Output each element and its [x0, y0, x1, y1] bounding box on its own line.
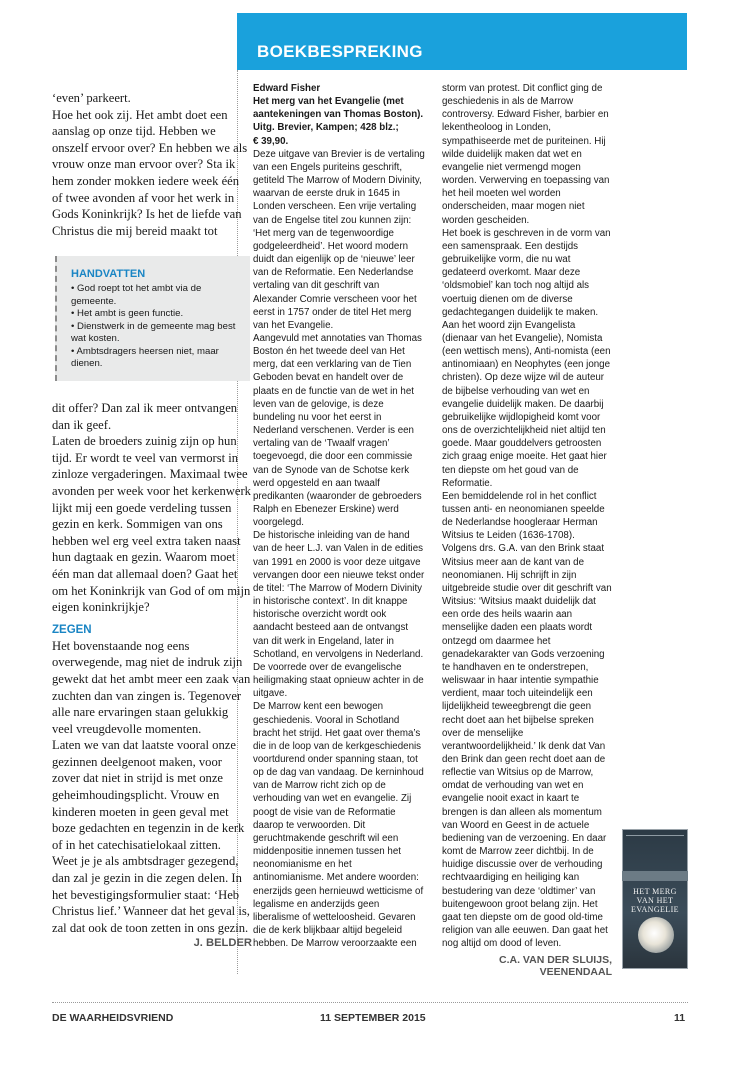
footer-date: 11 SEPTEMBER 2015 — [320, 1012, 426, 1024]
book-publisher: Uitg. Brevier, Kampen; 428 blz.; — [253, 122, 399, 134]
paragraph: Het boek is geschreven in de vorm van een samenspraak. Een destijds gebruikelijke vorm, die nu wat gedateerd overkomt. Maar deze ‘oldsmobiel’ kan toch nog altijd als voertuig dienen om de diverse gedachtegangen duidelijk te maken. Aan het woord zijn Evangelista (dienaar van het Evangelie), Nomista (een wettisch mens), Anti-nomista (een antinomiaan) en Neophytes (een jonge christen). Op deze wijze wil de auteur de bijbelse verhouding van wet en evangelie duidelijk maken. De daarbij gebruikelijke wijdlopigheid komt voor ons de overzichtelijkheid niet altijd ten goede. Maar gouddelvers getroosten zich graag enige moeite. Het gaat hier ten diepste om het goud van de Reformatie. — [442, 227, 611, 489]
reviewer-signature: C.A. VAN DER SLUIJS, VEENENDAAL — [499, 954, 612, 979]
book-cover-image — [622, 829, 688, 969]
paragraph: Aangevuld met annotaties van Thomas Boston én het tweede deel van Het merg, dat een verklaring van de Tien Geboden bevat en handelt over de plaats en de functie van de wet in het leven van de gelovige, is deze bundeling nu voor het eerst in Nederland verschenen. Verder is een vertaling van de ‘Twaalf vragen’ toegevoegd, die door een commissie van de Synode van de Schotse kerk werd opgesteld en aan twaalf predikanten (waaronder de gebroeders Ralph en Ebenezer Erskine) werd voorgelegd. — [253, 332, 422, 529]
paragraph: storm van protest. Dit conflict ging de geschiedenis in als de Marrow controversy. Edward Fisher, barbier en lekentheoloog in Londen, sympathiseerde met de puriteinen. Hij wilde duidelijk maken dat wet en evangelie niet vermengd mogen worden. Verwerving en toepassing van het heil moeten wel worden onderscheiden, maar mogen niet worden gescheiden. — [442, 83, 610, 226]
cover-band — [622, 871, 688, 881]
review-column-2 — [442, 82, 612, 978]
author-signature: J. BELDER — [193, 937, 252, 950]
paragraph: Een bemiddelende rol in het conflict tussen anti- en neonomianen speelde de Nederlandse hoogleraar Herman Witsius te Leiden (1636-1708). Volgens drs. G.A. van den Brink staat Witsius meer aan de kant van de neonomianen. Hij schrijft in zijn uitgebreide studie over dit geschrift van Witsius: ‘Witsius maakt duidelijk dat een orde des heils waarin aan menselijke daden een plaats wordt ontzegd om daarmee het genadekarakter van Gods verzoening te handhaven en te onderstrepen, weliswaar in haar intentie sympathie verdient, maar toch uiteindelijk een lijdelijkheid teweegbrengt die geen recht doet aan het bijbelse spreken over de menselijke verantwoordelijkheid.’ Ik denk dat Van den Brink dan geen recht doet aan de reflectie van Witsius op de Marrow, omdat de verhouding van wet en evangelie nooit exact in kaart te brengen is dan alleen als momentum van Woord en Geest in de actuele bediening van de verzoening. En daar komt de Marrow zeer dichtbij. In de huidige discussie over de verhouding rechtvaardiging en heiliging kan bestudering van deze ‘oldtimer’ van buitengewoon groot belang zijn. Het gaat ten diepste om de good old-time religion van alle eeuwen. Dan gaat het nog altijd om dood of leven. — [442, 490, 612, 950]
paragraph: Het bovenstaande nog eens overwegende, mag niet de indruk zijn gewekt dat het ambt meer een zaak van zuchten dan van zingen is. Tegenover alle nare ervaringen staan gelukkig veel vreugdevolle momenten. — [52, 638, 251, 736]
section-title: BOEKBESPREKING — [257, 42, 423, 61]
handvatten-title: HANDVATTEN — [71, 268, 146, 280]
cover-title: HET MERG VAN HET EVANGELIE — [631, 887, 679, 914]
column-1-top — [52, 90, 252, 239]
column-1-bottom — [52, 400, 252, 949]
review-column-1 — [253, 82, 425, 950]
paragraph: Hoe het ook zij. Het ambt doet een aanslag op onze tijd. Hebben we onszelf ervoor over? En hebben we als vrouw onze man ervoor over? Sta ik hem zonder mokken iedere week één of twee avonden af voor het werk in Gods Koninkrijk? Is het de liefde van Christus die mij bereid maakt tot — [52, 107, 248, 238]
paragraph: dit offer? Dan zal ik meer ontvangen dan ik geef. — [52, 401, 238, 432]
footer-publication: DE WAARHEIDSVRIEND — [52, 1012, 174, 1024]
cover-decoration — [626, 835, 684, 844]
page-number: 11 — [674, 1012, 686, 1024]
flower-icon — [638, 917, 674, 953]
paragraph: ‘even’ parkeert. — [52, 91, 131, 105]
handvatten-item: • Het ambt is geen functie. — [71, 308, 184, 319]
book-title: Het merg van het Evangelie (met aantekeningen van Thomas Boston). — [253, 96, 424, 121]
paragraph: Laten we van dat laatste vooral onze gezinnen deelgenoot maken, voor zover dat niet in strijd is met onze geheimhoudingsplicht. Vrouw en kinderen moeten in geen geval met boze gedachten en tegenzin in de kerk of in het catechisatielokaal zitten. — [52, 738, 245, 852]
paragraph: De historische inleiding van de hand van de heer L.J. van Valen in de edities van 1991 en 2000 is voor deze uitgave vervangen door een nieuwe tekst onder de titel: ‘The Marrow of Modern Divinity in historische context’. In dit knappe historische overzicht wordt ook aandacht besteed aan de ontvangst van dit werk in Engeland, later in Schotland, en vervolgens in Nederland. De voorrede over de evangelische heiligmaking staat opnieuw achter in de uitgave. — [253, 530, 425, 700]
paragraph: Weet je je als ambtsdrager gezegend, dan zal je gezin in die zegen delen. In het bevestigingsformulier staat: ‘Heb Christus lief.’ Wanneer dat het geval is, zal dat ook de toon zetten in ons gezin. — [52, 854, 250, 935]
handvatten-item: • Dienstwerk in de gemeente mag best wat kosten. — [71, 320, 236, 344]
book-price: € 39,90. — [253, 135, 289, 147]
handvatten-item: • God roept tot het ambt via de gemeente. — [71, 283, 202, 307]
handvatten-item: • Ambtsdragers heersen niet, maar dienen. — [71, 345, 219, 369]
paragraph: Deze uitgave van Brevier is de vertaling van een Engels puriteins geschrift, getiteld The Marrow of Modern Divinity, waarvan de eerste druk in 1645 in Londen verscheen. Een vrije vertaling van de Engelse titel zou kunnen zijn: ‘Het merg van de tegenwoordige godgeleerdheid’. Het woord modern duidt dan eigenlijk op de ‘nieuwe’ leer van de Reformatie. Een Nederlandse vertaling van dit geschrift van Alexander Comrie verscheen voor het eerst in 1757 onder de titel Het merg van het Evangelie. — [253, 148, 425, 331]
handvatten-box — [55, 256, 250, 381]
paragraph: De Marrow kent een bewogen geschiedenis. Vooral in Schotland bracht het strijd. Het gaat over thema’s die in de loop van de kerkgeschiedenis voortdurend onder spanning staan, tot op de dag van vandaag. De kerninhoud van de Marrow richt zich op de verhouding van wet en evangelie. Zij poogt de visie van de Reformatie daarop te verwoorden. Dit geruchtmakende geschrift wil een middenpositie innemen tussen het neonomianisme en het antinomianisme. Met andere woorden: enerzijds geen hernieuwd wetticisme of legalisme en anderzijds geen liberalisme of wetteloosheid. Gevaren die de kerk blijkbaar altijd begeleid hebben. De Marrow veroorzaakte een — [253, 701, 424, 950]
zegen-heading: ZEGEN — [52, 623, 92, 636]
book-author: Edward Fisher — [253, 83, 321, 94]
footer-divider — [52, 1002, 688, 1003]
section-banner — [237, 13, 687, 70]
paragraph: Laten de broeders zuinig zijn op hun tijd. Er wordt te veel van vermorst in zinloze vergaderingen. Maximaal twee avonden per week voor het kerkenwerk lijkt mij een goede verdeling tussen gezin en kerk. Sommigen van ons hebben wel erg veel extra taken naast hun dagtaak en gezin. Waarom moet één man dat allemaal doen? Gaat het om het Koninkrijk van God of om mijn eigen koninkrijkje? — [52, 434, 251, 615]
